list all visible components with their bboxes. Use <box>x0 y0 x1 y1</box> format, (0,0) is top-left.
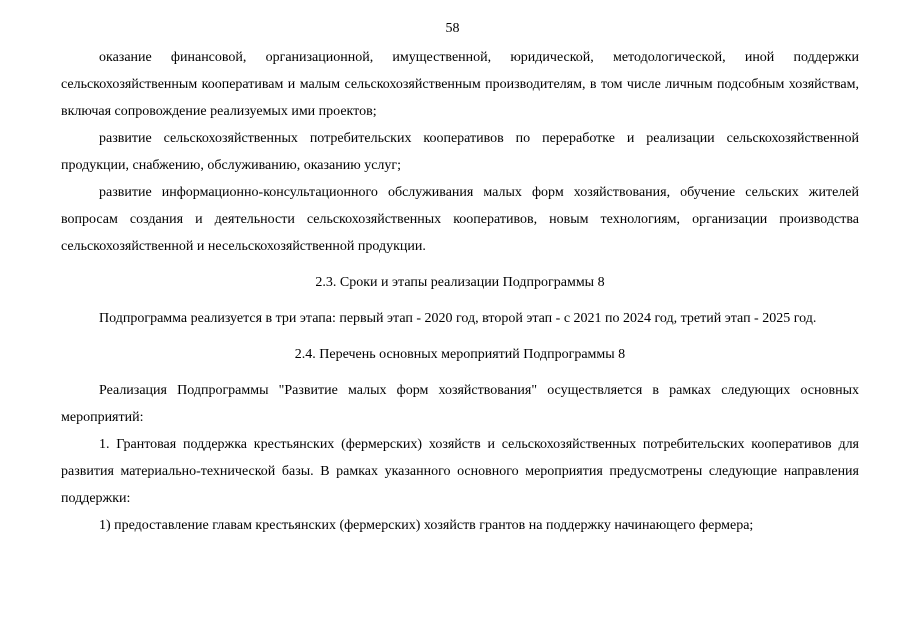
paragraph-stages: Подпрограмма реализуется в три этапа: первый этап - 2020 год, второй этап - с 2021 по 2024 год, третий этап - 2025 год. <box>99 311 817 326</box>
paragraph-cooperatives: развитие сельскохозяйственных потребительских кооперативов по переработке и реализации сельскохозяйственной продукции, снабжению, обслуживанию, оказанию услуг; <box>61 131 859 173</box>
paragraph-support: оказание финансовой, организационной, имущественной, юридической, методологической, иной поддержки сельскохозяйственным кооперативам и малым сельскохозяйственным производителям, в том числе личным подсобным хозяйствам, включая сопровождение реализуемых ими проектов; <box>61 50 859 119</box>
page-number: 58 <box>445 21 460 36</box>
section-heading-2-3: 2.3. Сроки и этапы реализации Подпрограммы 8 <box>315 275 605 290</box>
paragraph-subitem-1: 1) предоставление главам крестьянских (фермерских) хозяйств грантов на поддержку начинающего фермера; <box>99 518 754 533</box>
paragraph-implementation: Реализация Подпрограммы "Развитие малых форм хозяйствования" осуществляется в рамках следующих основных мероприятий: <box>61 383 859 425</box>
paragraph-consulting: развитие информационно-консультационного обслуживания малых форм хозяйствования, обучение сельских жителей вопросам создания и деятельности сельскохозяйственных кооперативов, новым технологиям, организации производства сельскохозяйственной и несельскохозяйственной продукции. <box>61 185 859 254</box>
document-body <box>61 44 859 539</box>
paragraph-item-1: 1. Грантовая поддержка крестьянских (фермерских) хозяйств и сельскохозяйственных потребительских кооперативов для развития материально-технической базы. В рамках указанного основного мероприятия предусмотрены следующие направления поддержки: <box>61 437 859 506</box>
section-heading-2-4: 2.4. Перечень основных мероприятий Подпрограммы 8 <box>294 347 626 362</box>
